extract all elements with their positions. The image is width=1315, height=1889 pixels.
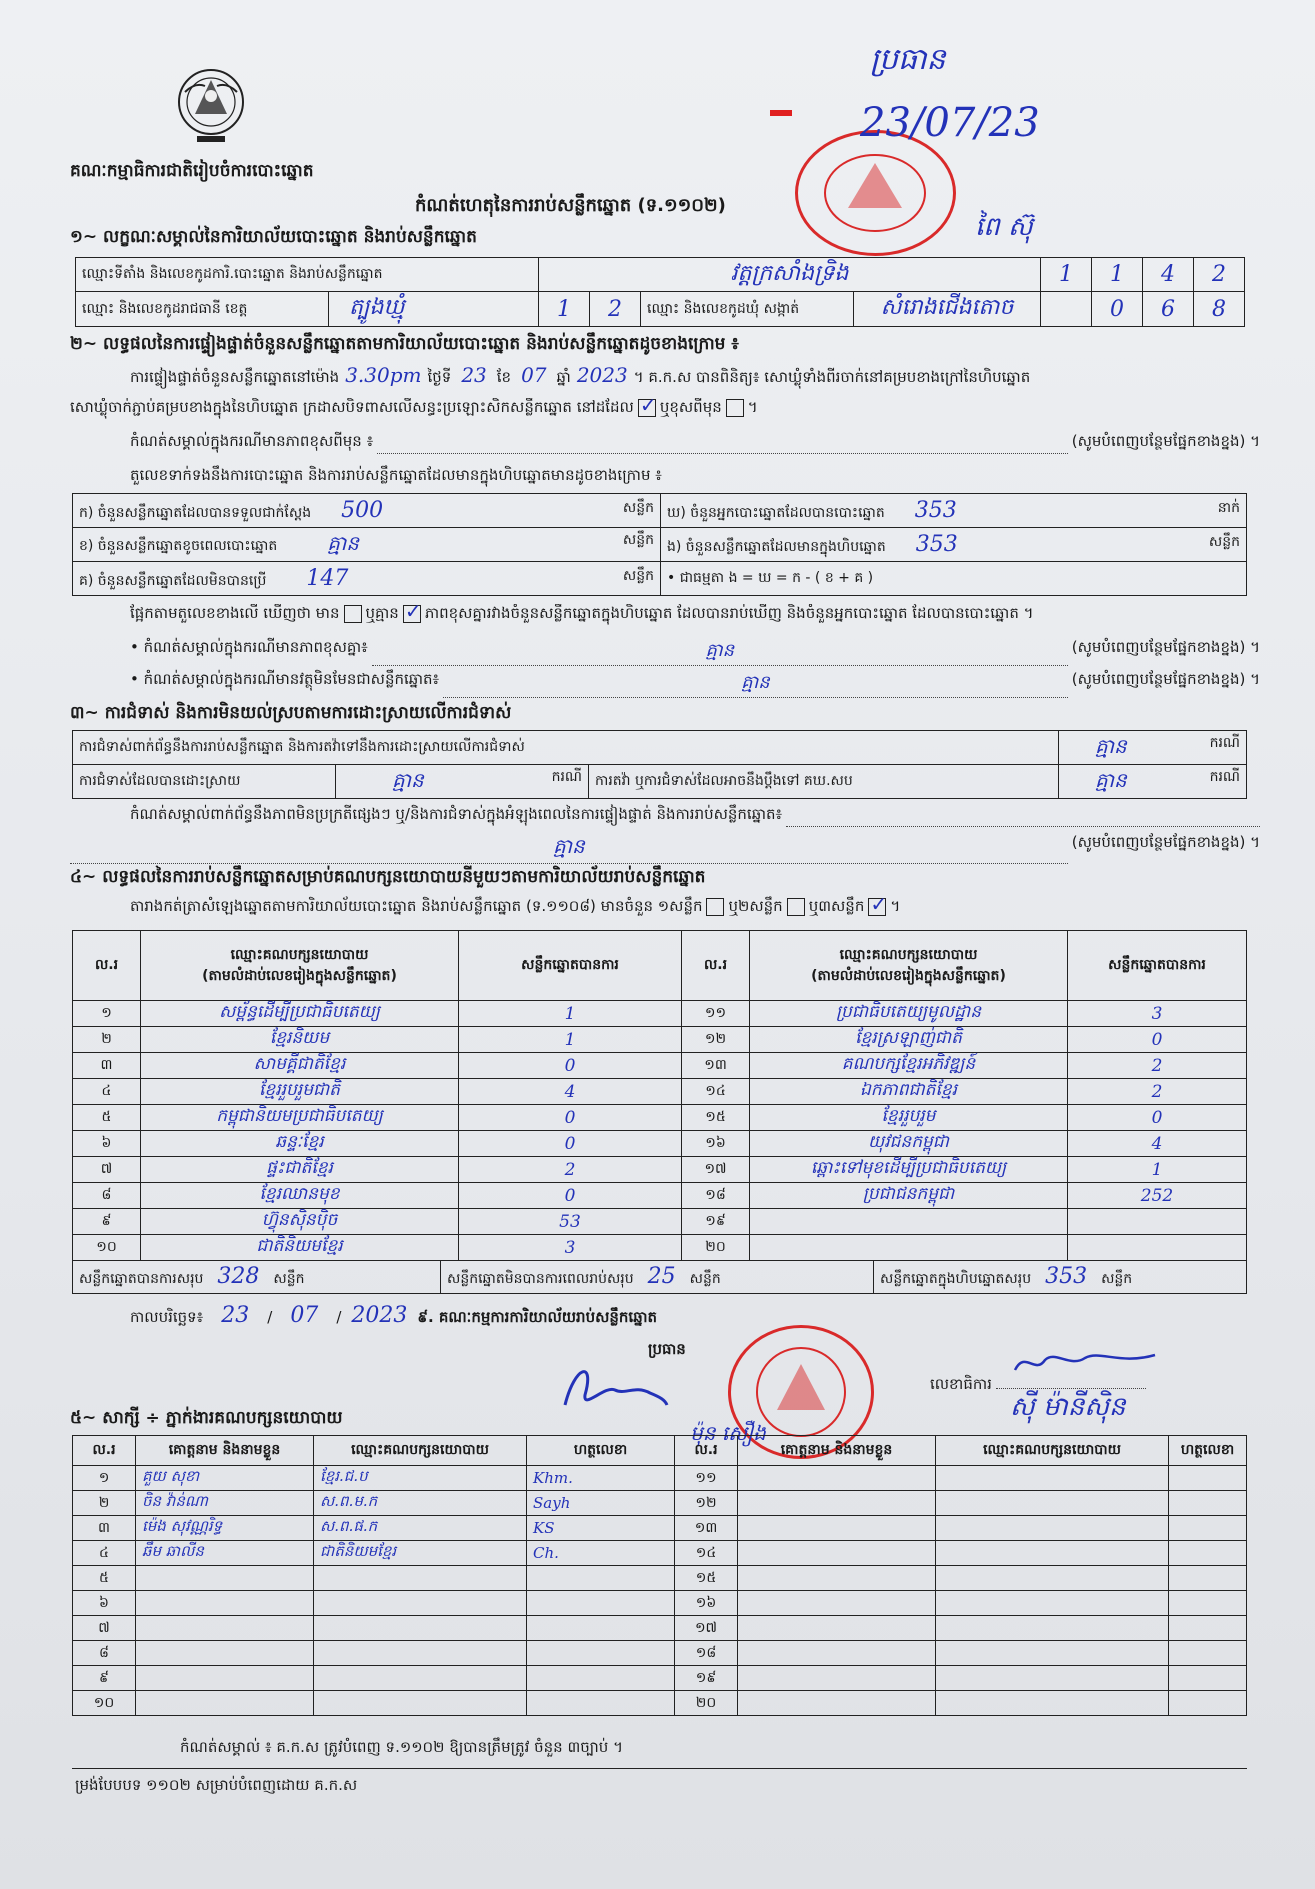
witness-party-right (936, 1566, 1169, 1591)
witness-row (73, 1466, 1247, 1491)
witness-no-right: ១៤ (675, 1541, 738, 1566)
witness-name-left (136, 1566, 314, 1591)
witness-sign-right (1169, 1566, 1247, 1591)
party-name-left: ហ៊្វុនស៊ិនប៉ិច (141, 1209, 459, 1235)
witness-name-left (136, 1591, 314, 1616)
witness-sign-right (1169, 1666, 1247, 1691)
witness-no-left: ១០ (73, 1691, 136, 1716)
witness-party-left (314, 1591, 527, 1616)
party-votes-left: 0 (459, 1053, 682, 1079)
witness-name-right (738, 1691, 936, 1716)
location-code-3: 4 (1143, 258, 1194, 292)
witness-party-left: ស.ព.ផ.ក (314, 1516, 527, 1541)
chair-name: ម៉ុន សឿង (690, 1421, 766, 1445)
party-row (73, 1131, 1247, 1157)
w-col-name-right: គោត្តនាម និងនាមខ្លួន (738, 1436, 936, 1466)
witness-no-left: ២ (73, 1491, 136, 1516)
section-1-title: ១~ លក្ខណៈសម្គាល់នៃការិយាល័យបោះឆ្នោត និងរាប់សន្លឹកឆ្នោត (70, 227, 477, 247)
witness-no-right: ១៦ (675, 1591, 738, 1616)
witness-no-right: ១៩ (675, 1666, 738, 1691)
witness-sign-left (527, 1641, 675, 1666)
witness-sign-left (527, 1691, 675, 1716)
witness-no-left: ១ (73, 1466, 136, 1491)
commune-code-1: 0 (1092, 292, 1143, 327)
non-ballot-object-note: • កំណត់សម្គាល់ក្នុងករណីមានវត្ថុមិនមែនជាសន្លឹកឆ្នោត៖ គ្មាន (សូមបំពេញបន្ថែមផ្នែកខាងខ្នង) ។ (130, 670, 1260, 698)
party-name-right: ប្រជាធិបតេយ្យមូលដ្ឋាន (750, 1001, 1068, 1027)
difference-explanation: • កំណត់សម្គាល់ក្នុងករណីមានភាពខុសគ្នា៖ គ្មាន (សូមបំពេញបន្ថែមផ្នែកខាងខ្នង) ។ (130, 638, 1260, 666)
witness-name-right (738, 1466, 936, 1491)
party-no-left: ៧ (73, 1157, 141, 1183)
verification-year: 2023 (576, 363, 628, 387)
party-no-right: ១៧ (682, 1157, 750, 1183)
party-name-right: គណបក្សខ្មែរអភិវឌ្ឍន៍ (750, 1053, 1068, 1079)
witness-sign-left: Ch. (527, 1541, 675, 1566)
party-name-right (750, 1209, 1068, 1235)
verification-line-2: សោឃ្លុំចាក់ភ្ជាប់គម្របខាងក្នុងនៃហិបឆ្នោត ក្រដាសបិទពាសលើសន្ធះប្រឡោះសិកសន្លឹកឆ្នោត នៅដដែល✓ ឬខុសពីមុន ។ (70, 398, 1250, 420)
commune-label: ឈ្មោះ និងលេខកូដឃុំ សង្កាត់ (641, 292, 854, 327)
party-row (73, 1183, 1247, 1209)
handwritten-note-3: ពៃ ស៊ុ (975, 212, 1033, 242)
chair-label: ប្រធាន (648, 1340, 686, 1358)
w-col-no-right: ល.រ (675, 1436, 738, 1466)
party-votes-left: 2 (459, 1157, 682, 1183)
committee-name: គណៈកម្មាធិការជាតិរៀបចំការបោះឆ្នោត (70, 161, 314, 181)
location-value: វត្តក្រសាំងទ្រិង (539, 258, 1041, 292)
party-no-left: ៩ (73, 1209, 141, 1235)
party-no-right: ១៨ (682, 1183, 750, 1209)
party-name-right (750, 1235, 1068, 1261)
party-name-left: សម្ព័ន្ធដើម្បីប្រជាធិបតេយ្យ (141, 1001, 459, 1027)
col-no-right: ល.រ (682, 931, 750, 1001)
witness-no-left: ៤ (73, 1541, 136, 1566)
party-row (73, 1157, 1247, 1183)
different-checkbox[interactable] (726, 399, 744, 417)
w-col-party-left: ឈ្មោះគណបក្សនយោបាយ (314, 1436, 527, 1466)
party-name-right: ប្រជាជនកម្ពុជា (750, 1183, 1068, 1209)
location-code-2: 1 (1092, 258, 1143, 292)
witness-name-left (136, 1691, 314, 1716)
witness-party-right (936, 1541, 1169, 1566)
witness-name-right (738, 1666, 936, 1691)
witness-no-right: ១៣ (675, 1516, 738, 1541)
witness-sign-right (1169, 1641, 1247, 1666)
party-no-left: ៥ (73, 1105, 141, 1131)
witness-sign-right (1169, 1591, 1247, 1616)
party-votes-right: 252 (1068, 1183, 1247, 1209)
appeal-value: គ្មាន (1095, 767, 1127, 792)
witness-party-right (936, 1491, 1169, 1516)
witness-sign-left (527, 1616, 675, 1641)
witness-party-left (314, 1641, 527, 1666)
party-results-body (73, 1001, 1247, 1261)
witness-no-left: ៦ (73, 1591, 136, 1616)
party-row (73, 1235, 1247, 1261)
party-name-left: ខ្មែរនិយម (141, 1027, 459, 1053)
objections-label: ការជំទាស់ពាក់ព័ន្ធនឹងការរាប់សន្លឹកឆ្នោត និងការតវ៉ាទៅនឹងការដោះស្រាយលើការជំទាស់ (73, 731, 1059, 765)
party-name-right: ឯកភាពជាតិខ្មែរ (750, 1079, 1068, 1105)
three-sheets-checkbox[interactable] (868, 898, 886, 916)
province-value: ត្បូងឃ្មុំ (349, 295, 405, 320)
witness-sign-right (1169, 1491, 1247, 1516)
party-votes-right: 0 (1068, 1027, 1247, 1053)
commune-code-2: 6 (1143, 292, 1194, 327)
witness-row (73, 1616, 1247, 1641)
witness-sign-right (1169, 1516, 1247, 1541)
document-title: កំណត់ហេតុនៃការរាប់សន្លឹកឆ្នោត (ទ.១១០២) (415, 195, 726, 216)
party-name-right: ខ្មែរស្រឡាញ់ជាតិ (750, 1027, 1068, 1053)
committee-emblem-icon (175, 62, 247, 148)
party-votes-right: 1 (1068, 1157, 1247, 1183)
witness-name-right (738, 1516, 936, 1541)
party-row (73, 1105, 1247, 1131)
one-sheet-checkbox[interactable] (706, 898, 724, 916)
figures-intro: តួលេខទាក់ទងនឹងការបោះឆ្នោត និងការរាប់សន្លឹកឆ្នោតដែលមានក្នុងហិបឆ្នោតមានដូចខាងក្រោម ៖ (130, 466, 662, 484)
party-votes-left: 0 (459, 1105, 682, 1131)
red-mark (770, 110, 792, 116)
figures-table: ក) ចំនួនសន្លឹកឆ្នោតដែលបានទទួលជាក់ស្ដែង 500 សន្លឹក ឃ) ចំនួនអ្នកបោះឆ្នោតដែលបានបោះឆ្នោត 353 នាក់ ខ) ចំនួនសន្លឹកឆ្នោតខូចពេលបោះឆ្នោត គ្មាន សន្លឹក ង) ចំនួនសន្លឹកឆ្នោតដែលមានក្នុងហិបឆ្នោត 353 សន្លឹក គ) ចំនួនសន្លឹកឆ្នោតដែលមិនបានប្រើ 147 សន្លឹក • ជាធម្មតា ង = ឃ = ក - ( ខ + គ ) (72, 493, 1247, 596)
clerk-label: លេខាធិការ (930, 1375, 1146, 1397)
witness-name-right (738, 1541, 936, 1566)
party-votes-left: 4 (459, 1079, 682, 1105)
party-no-left: ៦ (73, 1131, 141, 1157)
witness-no-right: ១៥ (675, 1566, 738, 1591)
party-name-left: ខ្មែរឈានមុខ (141, 1183, 459, 1209)
ballots-in-box-value: 353 (915, 531, 958, 557)
irregularities-note: កំណត់សម្គាល់ពាក់ព័ន្ធនឹងភាពមិនប្រក្រតីផ្សេងៗ ឬ/និងការជំទាស់ក្នុងអំឡុងពេលនៃការផ្ទៀងផ្ទាត់ និងការរាប់សន្លឹកឆ្នោត៖ (130, 805, 1260, 827)
witness-no-left: ៣ (73, 1516, 136, 1541)
witness-row (73, 1691, 1247, 1716)
witness-row (73, 1566, 1247, 1591)
location-code-4: 2 (1194, 258, 1245, 292)
section-4-title: ៤~ លទ្ធផលនៃការរាប់សន្លឹកឆ្នោតសម្រាប់គណបក្សនយោបាយនីមួយៗតាមការិយាល័យរាប់សន្លឹកឆ្នោត (70, 867, 706, 887)
totals-row: សន្លឹកឆ្នោតបានការសរុប 328 សន្លឹក សន្លឹកឆ្នោតមិនបានការពេលរាប់សរុប 25 សន្លឹក សន្លឹកឆ្នោតក្នុងហិបឆ្នោតសរុប 353 សន្លឹក (72, 1260, 1247, 1294)
witness-party-right (936, 1691, 1169, 1716)
party-no-left: ៣ (73, 1053, 141, 1079)
witness-no-left: ៥ (73, 1566, 136, 1591)
witness-sign-right (1169, 1466, 1247, 1491)
party-row (73, 1001, 1247, 1027)
witness-name-right (738, 1591, 936, 1616)
party-votes-right: 2 (1068, 1079, 1247, 1105)
witness-name-left (136, 1666, 314, 1691)
section-1-table (75, 257, 1245, 327)
party-name-left: កម្ពុជានិយមប្រជាធិបតេយ្យ (141, 1105, 459, 1131)
col-no-left: ល.រ (73, 931, 141, 1001)
w-col-sign-left: ហត្ថលេខា (527, 1436, 675, 1466)
witness-row (73, 1516, 1247, 1541)
appeal-label: ការតវ៉ា ឬការជំទាស់ដែលអាចនឹងប្ដឹងទៅ គឃ.សប (589, 765, 1059, 799)
witness-sign-left: Sayh (527, 1491, 675, 1516)
party-name-left: ជាតិនិយមខ្មែរ (141, 1235, 459, 1261)
party-votes-left: 3 (459, 1235, 682, 1261)
section-5-title: ៥~ សាក្សី ÷ ភ្នាក់ងារគណបក្សនយោបាយ (70, 1408, 343, 1428)
party-row (73, 1079, 1247, 1105)
witness-name-right (738, 1616, 936, 1641)
witness-sign-left: Khm. (527, 1466, 675, 1491)
witness-row (73, 1666, 1247, 1691)
witness-no-right: ១១ (675, 1466, 738, 1491)
party-no-right: ១២ (682, 1027, 750, 1053)
col-votes-right: សន្លឹកឆ្នោតបានការ (1068, 931, 1247, 1001)
witness-body (73, 1466, 1247, 1716)
witness-sign-left (527, 1666, 675, 1691)
w-col-name-left: គោត្តនាម និងនាមខ្លួន (136, 1436, 314, 1466)
difference-note-line: កំណត់សម្គាល់ក្នុងករណីមានភាពខុសពីមុន ៖ (សូមបំពេញបន្ថែមផ្នែកខាងខ្នង) ។ (130, 432, 1260, 454)
date-year: 2023 (351, 1303, 408, 1328)
party-votes-right: 4 (1068, 1131, 1247, 1157)
witness-row (73, 1491, 1247, 1516)
party-no-right: ១៦ (682, 1131, 750, 1157)
witness-name-right (738, 1641, 936, 1666)
party-no-right: ១៥ (682, 1105, 750, 1131)
witness-no-left: ៩ (73, 1666, 136, 1691)
witness-party-right (936, 1591, 1169, 1616)
difference-value: គ្មាន (372, 638, 1068, 666)
objections-value: គ្មាន (1095, 733, 1127, 758)
verification-line-1: ការផ្ទៀងផ្ទាត់ចំនួនសន្លឹកឆ្នោតនៅម៉ោង 3.30pm ថ្ងៃទី 23 ខែ 07 ឆ្នាំ 2023 ។ គ.ក.ស បានពិនិត្យ៖ សោឃ្លុំទាំងពីរចាក់នៅគម្របខាងក្រៅនៃហិបឆ្នោត (130, 363, 1031, 387)
non-ballot-object-value: គ្មាន (443, 670, 1068, 698)
resolved-value: គ្មាន (392, 767, 424, 792)
party-no-right: ១៣ (682, 1053, 750, 1079)
party-row (73, 1209, 1247, 1235)
party-name-left: ឆន្ទៈខ្មែរ (141, 1131, 459, 1157)
party-no-right: ១៩ (682, 1209, 750, 1235)
col-party-right: ឈ្មោះគណបក្សនយោបាយ (តាមលំដាប់លេខរៀងក្នុងសន្លឹកឆ្នោត) (750, 931, 1068, 1001)
party-no-right: ១៤ (682, 1079, 750, 1105)
objections-table: ការជំទាស់ពាក់ព័ន្ធនឹងការរាប់សន្លឹកឆ្នោត និងការតវ៉ាទៅនឹងការដោះស្រាយលើការជំទាស់ គ្មាន ករណី ការជំទាស់ដែលបានដោះស្រាយ គ្មាន ករណី ការតវ៉ា ឬការជំទាស់ដែលអាចនឹងប្ដឹងទៅ គឃ.សប គ្មាន ករណី (72, 730, 1247, 799)
witness-name-left: ម៉េង សុវណ្ណរិទ្ធ (136, 1516, 314, 1541)
witness-name-left (136, 1616, 314, 1641)
party-votes-right: 0 (1068, 1105, 1247, 1131)
witness-sign-left: KS (527, 1516, 675, 1541)
party-name-right: យុវជនកម្ពុជា (750, 1131, 1068, 1157)
party-name-left: ផ្ទះជាតិខ្មែរ (141, 1157, 459, 1183)
province-code-2: 2 (590, 292, 641, 327)
witness-party-left: ជាតិនិយមខ្មែរ (314, 1541, 527, 1566)
witness-sign-left (527, 1566, 675, 1591)
location-code-1: 1 (1041, 258, 1092, 292)
party-row (73, 1027, 1247, 1053)
party-votes-right: 2 (1068, 1053, 1247, 1079)
irregularities-value: គ្មាន (70, 833, 1068, 864)
witness-no-left: ៧ (73, 1616, 136, 1641)
section-2-title: ២~ លទ្ធផលនៃការផ្ទៀងផ្ទាត់ចំនួនសន្លឹកឆ្នោតតាមការិយាល័យបោះឆ្នោត និងរាប់សន្លឹកឆ្នោតដូចខាងក្រោម ៖ (70, 334, 739, 354)
province-label: ឈ្មោះ និងលេខកូដរាជធានី ខេត្ត (76, 292, 329, 326)
has-difference-checkbox[interactable] (344, 605, 362, 623)
location-label: ឈ្មោះទីតាំង និងលេខកូដការិ.បោះឆ្នោត និងរាប់សន្លឹកឆ្នោត (76, 258, 539, 292)
party-votes-left: 0 (459, 1183, 682, 1209)
party-no-left: ៤ (73, 1079, 141, 1105)
chair-signature (555, 1355, 670, 1425)
witness-party-right (936, 1616, 1169, 1641)
party-votes-right (1068, 1209, 1247, 1235)
witness-name-right (738, 1566, 936, 1591)
party-row (73, 1053, 1247, 1079)
verification-month: 07 (521, 363, 547, 387)
comparison-line: ផ្អែកតាមតួលេខខាងលើ ឃើញថា មាន ឬគ្មាន✓ ភាពខុសគ្នារវាងចំនួនសន្លឹកឆ្នោតក្នុងហិបឆ្នោត ដែលបានរាប់ឃើញ និងចំនួនអ្នកបោះឆ្នោត ដែលបានបោះឆ្នោត ។ (130, 604, 1260, 626)
voters-value: 353 (914, 497, 957, 523)
irregularities-line-2: គ្មាន (សូមបំពេញបន្ថែមផ្នែកខាងខ្នង) ។ (70, 833, 1260, 864)
col-party-left: ឈ្មោះគណបក្សនយោបាយ (តាមលំដាប់លេខរៀងក្នុងសន្លឹកឆ្នោត) (141, 931, 459, 1001)
witness-party-left (314, 1691, 527, 1716)
verification-day: 23 (461, 363, 487, 387)
party-no-left: ១ (73, 1001, 141, 1027)
witness-no-right: ២០ (675, 1691, 738, 1716)
total-box-value: 353 (1045, 1264, 1088, 1289)
witness-party-left: ខ្មែរ.ជ.ប (314, 1466, 527, 1491)
footer-divider (72, 1768, 1247, 1769)
witness-name-left: ចិន វ៉ាន់ណា (136, 1491, 314, 1516)
witness-name-left (136, 1641, 314, 1666)
no-difference-checkbox[interactable] (403, 605, 421, 623)
witness-name-left: គួយ សុខា (136, 1466, 314, 1491)
witness-row (73, 1541, 1247, 1566)
w-col-sign-right: ហត្ថលេខា (1169, 1436, 1247, 1466)
w-col-no-left: ល.រ (73, 1436, 136, 1466)
party-no-left: ២ (73, 1027, 141, 1053)
date-day: 23 (221, 1303, 250, 1328)
party-votes-left: 1 (459, 1027, 682, 1053)
same-checkbox[interactable] (638, 399, 656, 417)
handwritten-note-2: 23/07/23 (860, 100, 1040, 146)
witness-row (73, 1591, 1247, 1616)
witness-no-right: ១៨ (675, 1641, 738, 1666)
province-code-1: 1 (539, 292, 590, 327)
witness-party-left (314, 1616, 527, 1641)
witness-sign-right (1169, 1616, 1247, 1641)
clerk-signature (1010, 1340, 1160, 1380)
party-no-right: ១១ (682, 1001, 750, 1027)
witness-name-left: ឆឹម ឆាលីន (136, 1541, 314, 1566)
party-results-table (72, 930, 1247, 1261)
formula: • ជាធម្មតា ង = ឃ = ក - ( ខ + គ ) (661, 562, 1247, 596)
official-stamp-top (795, 130, 956, 256)
witness-party-right (936, 1516, 1169, 1541)
unused-ballots-value: 147 (306, 565, 349, 591)
section-3-title: ៣~ ការជំទាស់ និងការមិនយល់ស្របតាមការដោះស្រាយលើការជំទាស់ (70, 703, 512, 723)
witness-sign-right (1169, 1691, 1247, 1716)
witness-party-left (314, 1566, 527, 1591)
party-name-left: សាមគ្គីជាតិខ្មែរ (141, 1053, 459, 1079)
party-no-left: ១០ (73, 1235, 141, 1261)
resolved-label: ការជំទាស់ដែលបានដោះស្រាយ (73, 765, 336, 799)
witness-sign-left (527, 1591, 675, 1616)
spoiled-ballots-value: គ្មាន (327, 530, 359, 555)
witness-no-right: ១៧ (675, 1616, 738, 1641)
total-invalid-value: 25 (647, 1264, 676, 1289)
commune-code-3: 8 (1194, 292, 1245, 327)
date-month: 07 (290, 1303, 319, 1328)
witness-party-left: ស.ព.ម.ក (314, 1491, 527, 1516)
witness-row (73, 1641, 1247, 1666)
party-name-right: ខ្មែររួបរួម (750, 1105, 1068, 1131)
footer-note: កំណត់សម្គាល់ ៖ គ.ក.ស ត្រូវបំពេញ ទ.១១០២ ឱ្យបានត្រឹមត្រូវ ចំនួន ៣ច្បាប់ ។ (180, 1738, 623, 1756)
verification-time: 3.30pm (345, 363, 422, 387)
witness-party-right (936, 1466, 1169, 1491)
witness-party-right (936, 1641, 1169, 1666)
col-votes-left: សន្លឹកឆ្នោតបានការ (459, 931, 682, 1001)
two-sheets-checkbox[interactable] (787, 898, 805, 916)
commune-value: សំរោងជើងតោច (854, 292, 1041, 327)
witness-party-left (314, 1666, 527, 1691)
clerk-name: ស៊ី ម៉ានីស៊ិន (1010, 1392, 1126, 1422)
witness-sign-right (1169, 1541, 1247, 1566)
party-no-left: ៨ (73, 1183, 141, 1209)
witness-table (72, 1435, 1247, 1716)
party-votes-left: 0 (459, 1131, 682, 1157)
party-votes-left: 53 (459, 1209, 682, 1235)
witness-no-left: ៨ (73, 1641, 136, 1666)
handwritten-note-1: ប្រធាន (870, 42, 946, 77)
witness-no-right: ១២ (675, 1491, 738, 1516)
witness-party-right (936, 1666, 1169, 1691)
witness-name-right (738, 1491, 936, 1516)
total-valid-value: 328 (217, 1264, 260, 1289)
party-name-left: ខ្មែររួបរួមជាតិ (141, 1079, 459, 1105)
date-line: កាលបរិច្ឆេទ៖ 23 / 07 / 2023 ៩. គណៈកម្មការការិយាល័យរាប់សន្លឹកឆ្នោត (130, 1303, 657, 1328)
party-no-right: ២០ (682, 1235, 750, 1261)
party-name-right: ឆ្ពោះទៅមុខដើម្បីប្រជាធិបតេយ្យ (750, 1157, 1068, 1183)
tally-sheet-count-line: តារាងកត់ត្រាសំឡេងឆ្នោតតាមការិយាល័យបោះឆ្នោត និងរាប់សន្លឹកឆ្នោត (ទ.១១០៨) មានចំនួន ១សន្លឹក ឬ២សន្លឹក ឬ៣សន្លឹក✓ ។ (130, 897, 900, 919)
party-votes-left: 1 (459, 1001, 682, 1027)
w-col-party-right: ឈ្មោះគណបក្សនយោបាយ (936, 1436, 1169, 1466)
received-ballots-value: 500 (341, 497, 384, 523)
party-votes-right: 3 (1068, 1001, 1247, 1027)
form-note: ម្រង់បែបបទ ១១០២ សម្រាប់បំពេញដោយ គ.ក.ស (75, 1776, 358, 1794)
party-votes-right (1068, 1235, 1247, 1261)
